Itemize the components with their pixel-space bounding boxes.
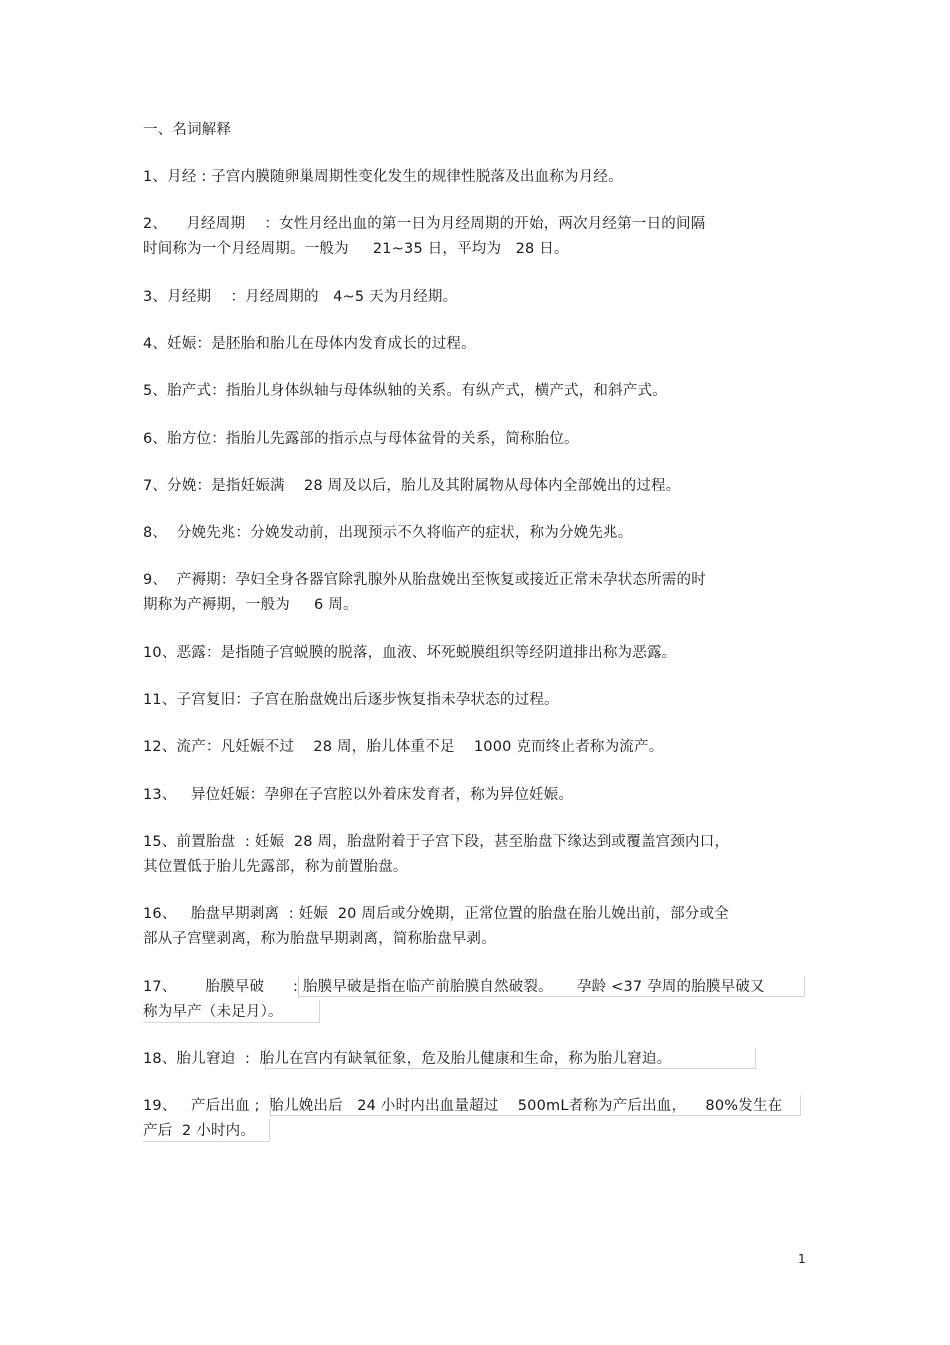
term-8-line: 8、 分娩先兆：分娩发动前，出现预示不久将临产的症状，称为分娩先兆。 (143, 525, 633, 541)
annotation-border (270, 1095, 801, 1116)
term-19-line-1: 19、 产后出血 ; 胎儿娩出后 24 小时内出血量超过 500mL者称为产后出血， 80%发生在 (143, 1098, 783, 1114)
term-16-line-2: 部从子宫壁剥离，称为胎盘早期剥离，简称胎盘早剥。 (143, 931, 496, 947)
term-18-line: 18、胎儿窘迫 : 胎儿在宫内有缺氧征象，危及胎儿健康和生命，称为胎儿窘迫。 (143, 1051, 672, 1067)
annotation-border (265, 1048, 756, 1069)
term-15-line-1: 15、前置胎盘 : 妊娠 28 周，胎盘附着于子宫下段，甚至胎盘下缘达到或覆盖宫颈内口， (143, 834, 730, 850)
term-7-line: 7、分娩：是指妊娠满 28 周及以后，胎儿及其附属物从母体内全部娩出的过程。 (143, 478, 681, 494)
term-2-line-2: 时间称为一个月经周期。一般为 21~35 日，平均为 28 日。 (143, 241, 569, 257)
term-16-line-1: 16、 胎盘早期剥离 : 妊娠 20 周后或分娩期，正常位置的胎盘在胎儿娩出前，部分或全 (143, 906, 729, 922)
term-9-line-2: 期称为产褥期，一般为 6 周。 (143, 597, 358, 613)
term-17-line-2: 称为早产（未足月）。 (143, 1004, 283, 1020)
term-3-line: 3、月经期 ：月经周期的 4~5 天为月经期。 (143, 289, 458, 305)
page-number: 1 (798, 1252, 806, 1266)
term-13-line: 13、 异位妊娠：孕卵在子宫腔以外着床发育者，称为异位妊娠。 (143, 787, 574, 803)
term-9-line-1: 9、 产褥期：孕妇全身各器官除乳腺外从胎盘娩出至恢复或接近正常未孕状态所需的时 (143, 572, 706, 588)
annotation-border (298, 976, 805, 997)
annotation-border (143, 1000, 320, 1023)
term-5-line: 5、胎产式：指胎儿身体纵轴与母体纵轴的关系。有纵产式，横产式，和斜产式。 (143, 383, 667, 399)
term-4-line: 4、妊娠：是胚胎和胎儿在母体内发育成长的过程。 (143, 336, 476, 352)
annotation-border (143, 1119, 270, 1142)
term-10-line: 10、恶露：是指随子宫蜕膜的脱落，血液、坏死蜕膜组织等经阴道排出称为恶露。 (143, 645, 677, 661)
term-15-line-2: 其位置低于胎儿先露部，称为前置胎盘。 (143, 859, 408, 875)
term-1-line: 1、月经 : 子宫内膜随卵巢周期性变化发生的规律性脱落及出血称为月经。 (143, 169, 623, 185)
term-12-line: 12、流产：凡妊娠不过 28 周，胎儿体重不足 1000 克而终止者称为流产。 (143, 739, 664, 755)
term-19-line-2: 产后 2 小时内。 (143, 1123, 256, 1139)
term-11-line: 11、子宫复旧：子宫在胎盘娩出后逐步恢复指未孕状态的过程。 (143, 692, 559, 708)
section-heading: 一、名词解释 (143, 122, 232, 138)
term-6-line: 6、胎方位：指胎儿先露部的指示点与母体盆骨的关系，简称胎位。 (143, 431, 579, 447)
term-2-line-1: 2、 月经周期 ：女性月经出血的第一日为月经周期的开始，两次月经第一日的间隔 (143, 216, 706, 232)
term-17-line-1: 17、 胎膜早破 : 胎膜早破是指在临产前胎膜自然破裂。 孕龄 <37 孕周的胎膜早破又 (143, 979, 765, 995)
